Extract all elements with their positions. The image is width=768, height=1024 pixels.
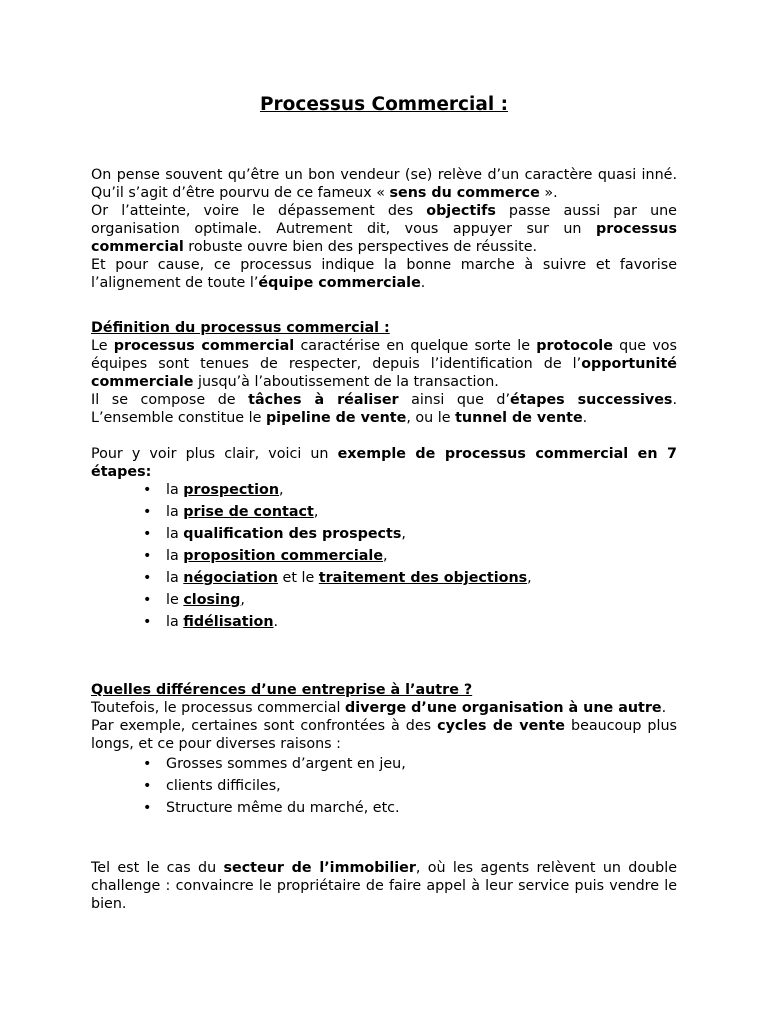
intro-paragraph-1 xyxy=(91,166,677,202)
intro-text: . xyxy=(420,275,426,291)
list-item xyxy=(91,479,677,501)
reason-text: Structure même du marché, etc. xyxy=(166,800,400,816)
def-text: . xyxy=(582,410,588,426)
def-bold: exemple de processus commercial en 7 étapes: xyxy=(91,446,677,480)
reason-text: clients difficiles, xyxy=(166,778,281,794)
bullet-icon: • xyxy=(143,778,152,794)
list-item xyxy=(91,753,677,775)
diff-text: . xyxy=(661,700,667,716)
diff-text: Toutefois, le processus commercial xyxy=(91,700,346,716)
step-name: négociation xyxy=(183,570,278,586)
definition-heading: Définition du processus commercial : xyxy=(91,320,390,336)
def-bold: tunnel de vente xyxy=(455,410,583,426)
def-text: , ou le xyxy=(406,410,456,426)
step-name: closing xyxy=(183,592,241,608)
intro-paragraph-3 xyxy=(91,256,677,292)
bullet-icon: • xyxy=(143,570,152,586)
differences-section xyxy=(91,681,677,819)
step-suffix: , xyxy=(313,504,319,520)
def-text: Pour y voir plus clair, voici un xyxy=(91,446,338,462)
page-title: Processus Commercial : xyxy=(259,94,509,115)
differences-paragraph-1 xyxy=(91,699,677,717)
intro-text: robuste ouvre bien des perspectives de réussite. xyxy=(183,239,538,255)
step-suffix: et le xyxy=(277,570,319,586)
diff-bold: cycles de vente xyxy=(437,718,565,734)
def-text: . L’ensemble constitue le xyxy=(91,392,677,426)
def-text: Le xyxy=(91,338,114,354)
step-name: prise de contact xyxy=(183,504,314,520)
real-estate-paragraph xyxy=(91,859,677,913)
def-text: jusqu’à l’aboutissement de la transaction. xyxy=(193,374,499,390)
step-prefix: la xyxy=(166,570,184,586)
step-prefix: la xyxy=(166,504,184,520)
diff-bold: diverge d’une organisation à une autre xyxy=(345,700,662,716)
list-item xyxy=(91,611,677,633)
steps-list xyxy=(91,479,677,633)
step-name: traitement des objections xyxy=(318,570,528,586)
definition-paragraph-1 xyxy=(91,337,677,391)
list-item xyxy=(91,775,677,797)
reasons-list xyxy=(91,753,677,819)
intro-section xyxy=(91,166,677,292)
intro-bold: équipe commerciale xyxy=(258,275,421,291)
intro-text: ». xyxy=(539,185,558,201)
bullet-icon: • xyxy=(143,504,152,520)
step-prefix: la xyxy=(166,614,184,630)
def-bold: protocole xyxy=(536,338,613,354)
definition-paragraph-2 xyxy=(91,391,677,427)
differences-heading: Quelles différences d’une entreprise à l’autre ? xyxy=(91,682,473,698)
step-prefix: la xyxy=(166,482,184,498)
def-text: que vos équipes sont tenues de respecter, depuis l’identification de l’ xyxy=(91,338,677,372)
def-bold: opportunité commerciale xyxy=(91,356,677,390)
list-item xyxy=(91,545,677,567)
step-prefix: le xyxy=(166,592,184,608)
reason-text: Grosses sommes d’argent en jeu, xyxy=(166,756,406,772)
diff-text: Par exemple, certaines sont confrontées à des xyxy=(91,718,438,734)
intro-paragraph-2 xyxy=(91,202,677,256)
step-suffix: , xyxy=(279,482,284,498)
step-name: fidélisation xyxy=(183,614,274,630)
step-prefix: la xyxy=(166,526,184,542)
bullet-icon: • xyxy=(143,592,152,608)
step-suffix: , xyxy=(240,592,245,608)
differences-paragraph-2 xyxy=(91,717,677,753)
def-bold: pipeline de vente xyxy=(265,410,407,426)
steps-section xyxy=(91,479,677,633)
step-suffix: , xyxy=(383,548,388,564)
step-name: qualification des prospects xyxy=(183,526,402,542)
step-suffix: , xyxy=(401,526,406,542)
step-prefix: la xyxy=(166,548,184,564)
list-item xyxy=(91,589,677,611)
intro-text: Or l’atteinte, voire le dépassement des xyxy=(91,203,427,219)
bullet-icon: • xyxy=(143,548,152,564)
step-suffix: . xyxy=(273,614,279,630)
intro-text: passe aussi par une organisation optimale. Autrement dit, vous appuyer sur un xyxy=(91,203,677,237)
def-bold: étapes successives xyxy=(510,392,673,408)
def-text: caractérise en quelque sorte le xyxy=(294,338,537,354)
definition-paragraph-3 xyxy=(91,445,677,481)
list-item xyxy=(91,501,677,523)
step-suffix: , xyxy=(527,570,532,586)
list-item xyxy=(91,797,677,819)
def-text: ainsi que d’ xyxy=(398,392,511,408)
intro-bold: sens du commerce xyxy=(389,185,540,201)
def-bold: tâches à réaliser xyxy=(248,392,399,408)
def-bold: processus commercial xyxy=(113,338,295,354)
intro-text: Et pour cause, ce processus indique la bonne marche à suivre et favorise l’alignement de toute l’ xyxy=(91,257,677,291)
real-estate-section xyxy=(91,859,677,913)
re-text: , où les agents relèvent un double challenge : convaincre le propriétaire de faire appel à leur service puis vendre le bien. xyxy=(91,860,677,912)
bullet-icon: • xyxy=(143,526,152,542)
list-item xyxy=(91,523,677,545)
step-name: prospection xyxy=(183,482,280,498)
re-text: Tel est le cas du xyxy=(91,860,224,876)
bullet-icon: • xyxy=(143,756,152,772)
re-bold: secteur de l’immobilier xyxy=(223,860,416,876)
diff-text: beaucoup plus longs, et ce pour diverses raisons : xyxy=(91,718,677,752)
def-text: Il se compose de xyxy=(91,392,249,408)
definition-section xyxy=(91,319,677,481)
intro-text: On pense souvent qu’être un bon vendeur (se) relève d’un caractère quasi inné. Qu’il s’agit d’être pourvu de ce fameux « xyxy=(91,167,677,201)
list-item xyxy=(91,567,677,589)
bullet-icon: • xyxy=(143,800,152,816)
bullet-icon: • xyxy=(143,614,152,630)
step-name: proposition commerciale xyxy=(183,548,384,564)
bullet-icon: • xyxy=(143,482,152,498)
intro-bold: objectifs xyxy=(426,203,496,219)
intro-bold: processus commercial xyxy=(91,221,677,255)
